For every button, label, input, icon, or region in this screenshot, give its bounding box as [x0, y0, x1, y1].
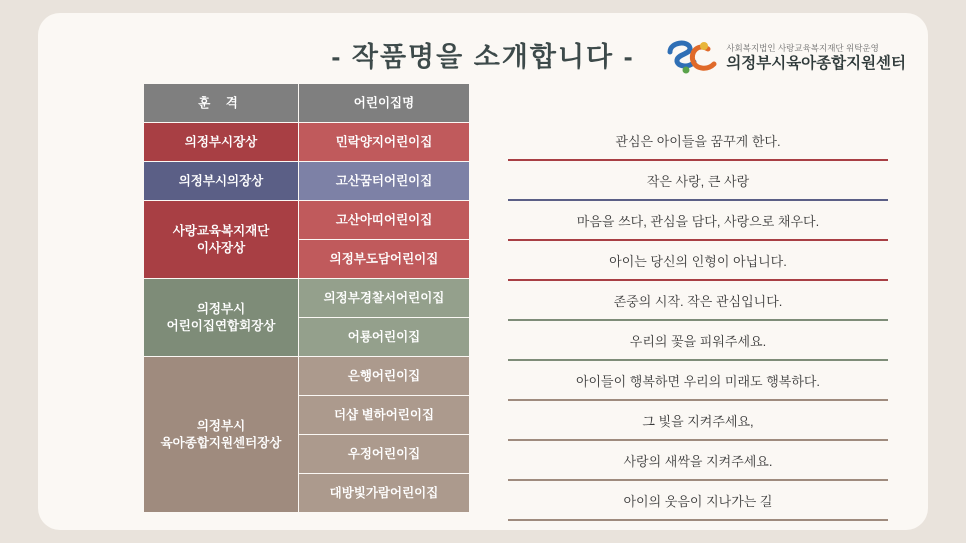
column-header-center-name: 어린이집명	[299, 84, 470, 123]
page-title: - 작품명을 소개합니다 -	[331, 42, 635, 72]
center-name-cell: 더샵 별하어린이집	[299, 396, 470, 435]
quote-item: 아이는 당신의 인형이 아닙니다.	[508, 241, 888, 281]
table-header-row	[144, 84, 470, 123]
center-name-cell: 고산꿈터어린이집	[299, 162, 470, 201]
center-name-cell: 고산아띠어린이집	[299, 201, 470, 240]
column-header-award: 훈 격	[144, 84, 299, 123]
quote-item: 사랑의 새싹을 지켜주세요.	[508, 441, 888, 481]
sc-logo-icon	[664, 38, 720, 78]
quote-item: 마음을 쓰다, 관심을 담다, 사랑으로 채우다.	[508, 201, 888, 241]
award-cell: 사랑교육복지재단 이사장상	[144, 201, 299, 279]
table-row	[144, 357, 470, 396]
organization-logo	[656, 35, 906, 81]
quote-item: 아이들이 행복하면 우리의 미래도 행복하다.	[508, 361, 888, 401]
quote-item: 우리의 꽃을 피워주세요.	[508, 321, 888, 361]
table-row	[144, 162, 470, 201]
slide-canvas	[38, 13, 928, 530]
award-cell: 의정부시 육아종합지원센터장상	[144, 357, 299, 513]
quote-item: 관심은 아이들을 꿈꾸게 한다.	[508, 121, 888, 161]
center-name-cell: 은행어린이집	[299, 357, 470, 396]
table-row	[144, 201, 470, 240]
center-name-cell: 우정어린이집	[299, 435, 470, 474]
center-name-cell: 어룡어린이집	[299, 318, 470, 357]
table-row	[144, 279, 470, 318]
logo-text	[726, 43, 906, 73]
quote-item: 아이의 웃음이 지나가는 길	[508, 481, 888, 521]
center-name-cell: 민락양지어린이집	[299, 123, 470, 162]
quote-item: 존중의 시작. 작은 관심입니다.	[508, 281, 888, 321]
table-body	[144, 123, 470, 513]
quote-item: 작은 사랑, 큰 사랑	[508, 161, 888, 201]
quotes-list	[508, 121, 888, 521]
table-row	[144, 123, 470, 162]
award-cell: 의정부시의장상	[144, 162, 299, 201]
award-cell: 의정부시 어린이집연합회장상	[144, 279, 299, 357]
center-name-cell: 의정부경찰서어린이집	[299, 279, 470, 318]
awards-table	[143, 83, 470, 513]
logo-subtitle: 사회복지법인 사랑교육복지재단 위탁운영	[726, 43, 879, 53]
quote-item: 그 빛을 지켜주세요,	[508, 401, 888, 441]
center-name-cell: 의정부도담어린이집	[299, 240, 470, 279]
center-name-cell: 대방빛가람어린이집	[299, 474, 470, 513]
award-cell: 의정부시장상	[144, 123, 299, 162]
logo-title: 의정부시육아종합지원센터	[726, 55, 906, 72]
